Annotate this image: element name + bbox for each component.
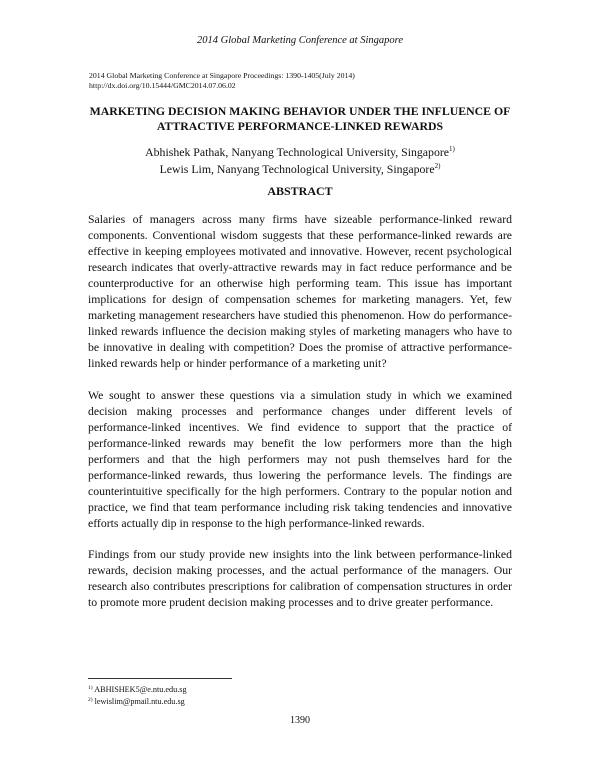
author-list <box>60 144 540 178</box>
author-affiliation: Abhishek Pathak, Nanyang Technological University, Singapore <box>145 145 450 159</box>
abstract-heading: ABSTRACT <box>267 184 333 198</box>
paper-title <box>70 104 530 134</box>
abstract-paragraph: We sought to answer these questions via a simulation study in which we examined decision making processes and performance changes under different levels of performance-linked incentives. We find evidence to support that the practice of performance-linked rewards may benefit the low performers more than the high performers and that the high performers may not push themselves hard for the performance-linked rewards, thus lowering the performance levels. The findings are counterintuitive specifically for the high performers. Contrary to the popular notion and practice, we find that team performance including risk taking tendencies and innovative efforts actually dip in response to the high performance-linked rewards. <box>88 388 512 530</box>
page-number: 1390 <box>290 715 310 726</box>
footnote-marker: 2) <box>88 697 93 703</box>
footnote-email: ABHISHEK5@e.ntu.edu.sg <box>94 685 187 694</box>
abstract-body <box>88 212 512 627</box>
abstract-paragraph: Findings from our study provide new insights into the link between performance-linked rewards, decision making processes, and the actual performance of the managers. Our research also contributes prescriptions for calibration of compensation structures in order to promote more prudent decision making processes and to drive greater performance. <box>88 548 512 609</box>
author-line <box>60 161 540 178</box>
footnote-marker: 1) <box>449 145 455 153</box>
footnote-marker: 1) <box>88 685 93 691</box>
author-affiliation: Lewis Lim, Nanyang Technological University, Singapore <box>159 162 435 176</box>
author-line <box>60 144 540 161</box>
footnote <box>88 696 187 708</box>
title-line: ATTRACTIVE PERFORMANCE-LINKED REWARDS <box>156 119 444 133</box>
title-line: MARKETING DECISION MAKING BEHAVIOR UNDER THE INFLUENCE OF <box>89 104 511 118</box>
abstract-paragraph: Salaries of managers across many firms have sizeable performance-linked reward components. Conventional wisdom suggests that these performance-linked rewards are effective in keeping employees motivated and innovative. However, recent psychological research indicates that overly-attractive rewards may in fact reduce performance and be counterproductive for an otherwise high performing team. This issue has important implications for design of compensation schemes for marketing managers. Yet, few marketing management researchers have studied this phenomenon. How do performance-linked rewards influence the decision making styles of marketing managers who have to be innovative in dealing with competition? Does the promise of attractive performance-linked rewards help or hinder performance of a marketing unit? <box>88 213 512 370</box>
doi-link[interactable]: http://dx.doi.org/10.15444/GMC2014.07.06.02 <box>89 81 236 90</box>
footnote <box>88 684 187 696</box>
footnote-marker: 2) <box>434 162 441 170</box>
footnote-divider <box>88 678 232 679</box>
proceedings-info <box>89 71 355 91</box>
running-head: 2014 Global Marketing Conference at Singapore <box>197 35 403 46</box>
footnote-email: lewislim@pmail.ntu.edu.sg <box>94 697 185 706</box>
proceedings-citation: 2014 Global Marketing Conference at Singapore Proceedings: 1390-1405(July 2014) <box>89 71 355 80</box>
footnotes <box>88 684 187 708</box>
